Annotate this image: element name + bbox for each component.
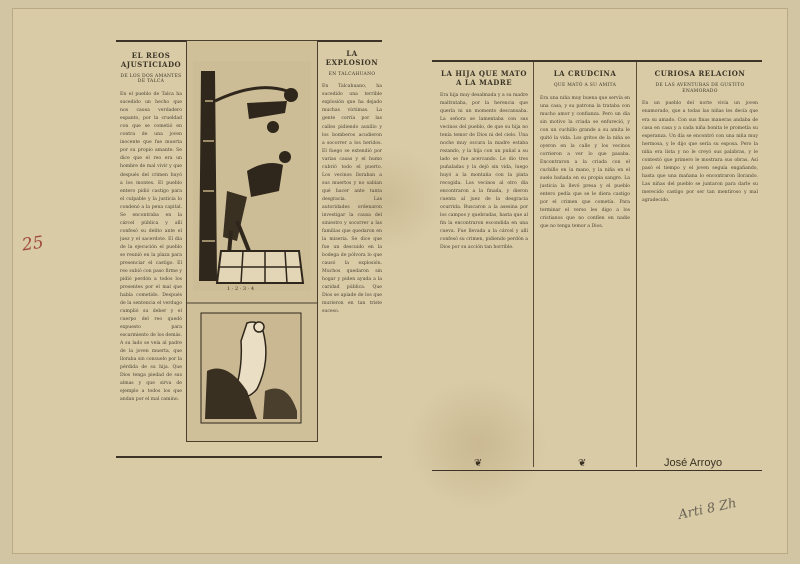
- top-rule-right: [432, 60, 762, 62]
- column-divider-1: [533, 62, 534, 467]
- bottom-rule-left: [116, 456, 382, 458]
- ornament-icon: ❦: [474, 458, 483, 469]
- woodcut-caption: 1 · 2 · 3 · 4: [227, 286, 255, 292]
- woodcut-drawing: [187, 41, 317, 441]
- author-signature: José Arroyo: [664, 457, 723, 469]
- gustito-title: CURIOSA RELACIÓN: [654, 70, 746, 78]
- explosion-subtitle: EN TALCAHUANO: [328, 71, 376, 77]
- explosion-title: LA EXPLOSION: [325, 50, 379, 67]
- gustito-subtitle: DE LAS AVENTURAS DE GUSTITO ENAMORADO: [655, 82, 745, 94]
- explosion-body: En Talcahuano, ha sucedido una terrible explosión que ha dejado muchas víctimas. La gente corría por las calles pidiendo auxilio y los bomberos acudieron a socorrer a los heridos. El fuego se extendió por varias casas y el humo cubrió todo el puerto. Los vecinos lloraban a sus muertos y no sabían qué hacer ante tanta desgracia. Las autoridades ordenaron investigar la causa del siniestro y socorrer a las familias que quedaron en la miseria. Se dice que fue un descuido en la bodega de pólvora lo que causó la explosión. Muchos quedaron sin hogar y piden ayuda a la caridad pública. Que Dios se apiade de los que murieron en tan triste suceso.: [322, 84, 382, 315]
- hija-title: LA HIJA QUE MATÓ A LA MADRE: [441, 70, 527, 87]
- left-column-reo: [120, 52, 182, 452]
- left-column-body: En el pueblo de Talca ha sucedido un hecho que nos causa verdadero espanto, por la crueldad con que se cometió en contra de una joven inocente que fue muerta por su propio amante. Se dice que el reo era un hombre de mal vivir y que después del crimen huyó a los montes. El pueblo entero pidió castigo para el culpable y la justicia lo condenó a la pena capital. Se encontraba en la cárcel pública y allí confesó su delito ante el juez y el sacerdote. El día de la ejecución el pueblo se reunió en la plaza para presenciar el castigo. El reo subió con paso firme y pidió perdón a todos los presentes por el mal que había cometido. Después de la sentencia el verdugo cumplió su deber y el cuerpo del reo quedó expuesto para escarmiento de los demás. A su lado se veía al padre de la joven muerta, que lloraba sin consuelo por la pérdida de su hija. Que Dios tenga piedad de sus almas y que sirva de ejemplo a todos los que andan por el mal camino.: [120, 92, 182, 403]
- pencil-inventory-number: 25: [20, 232, 45, 256]
- woodcut-illustration: [186, 40, 318, 442]
- left-column-subtitle: DE LOS DOS AMANTES DE TALCA: [120, 73, 182, 85]
- hija-body: Era hija muy desalmada y a su madre maltrataba, por la herencia que quería ni un momento descansaba. La señora se lamentaba con sus vecinos del pueblo, de que su hija no tenía temor de Dios ni del cielo. Una noche muy oscura la madre estaba rezando, y la hija con un puñal a su lado se fue acercando. Le dio tres puñaladas y la dejó sin vida, luego huyó a la montaña con la plata recogida. Los vecinos al otro día encontraron a la finada, y dieron cuenta al juez de la desgracia ocurrida. Buscaron a la asesina por los campos y quebradas, hasta que al fin la encontraron escondida en una cueva. Fue llevada a la cárcel y allí confesó su crimen, pidiendo perdón a Dios por su acción tan horrible.: [440, 92, 528, 251]
- right-column-criada: [540, 70, 630, 450]
- bottom-rule-right: [432, 470, 762, 471]
- gustito-body: En un pueblo del norte vivía un joven enamorado, que a todas las niñas les decía que era su amado. Con sus finas maneras andaba de casa en casa y a cada niña bonita le prometía su esperanza. Un día se encontró con una niña muy hermosa, y le dijo que sería su esposa. Pero la niña era lista y no le creyó sus palabras, y le contestó que primero le mostrara sus obras. Así pasó el tiempo y el joven seguía engañando, hasta que una mañana lo encontraron llorando. Las niñas del pueblo se juntaron para darle su merecido castigo por ser tan mentiroso y mal agradecido.: [642, 101, 758, 203]
- criada-body: Era una niña muy buena que servía en una casa, y su patrona la trataba con mucho amor y confianza. Pero un día sin motivo la criada se enfureció, y con un cuchillo grande a su amita le quitó la vida. Los gritos de la niña se oyeron en la calle y los vecinos corrieron a ver lo que pasaba. Encontraron a la criada con el cuchillo en la mano, y la niña en el suelo bañada en su propia sangre. La justicia la llevó presa y el pueblo entero pedía que se le diera castigo por el crimen que cometía. Para terminar el verso les digo a los cristianos que no confíen en nadie que no tenga temor a Dios.: [540, 95, 630, 230]
- pencil-hand-note: Arti 8 Zh: [677, 496, 738, 523]
- column-divider-2: [636, 62, 637, 467]
- criada-title: LA CRUDCINA: [553, 70, 617, 78]
- right-column-gustito: [642, 70, 758, 450]
- ornament-icon: ❦: [578, 458, 587, 469]
- right-column-hija: [440, 70, 528, 450]
- criada-subtitle: QUE MATÓ A SU AMITA: [553, 82, 617, 88]
- left-column-explosion: [322, 50, 382, 450]
- left-column-title: EL REOS AJUSTICIADO: [120, 52, 182, 69]
